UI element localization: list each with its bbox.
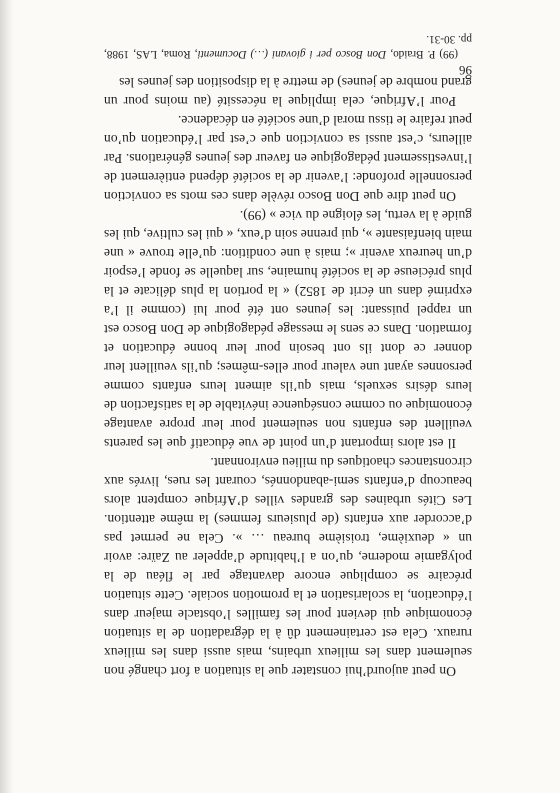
paragraph-3: On peut dire que Don Bosco révèle dans ces mots sa conviction personnelle profonde: l’avenir de la société dépend entièrement de l’investissement pédagogique en faveur des jeunes générations. Par ailleurs, c’est aussi sa conviction que c’est par l’éducation qu’on peut refaire le tissu moral d’une société en décadence.	[104, 113, 472, 204]
paragraph-4: Pour l’Afrique, cela implique la nécessité (au moins pour un grand nombre de jeunes) de mettre à la disposition des jeunes les	[104, 75, 472, 109]
page-number: 96	[459, 63, 472, 78]
text-block	[104, 31, 472, 681]
footnote-99	[104, 31, 472, 61]
footnote-title: Don Bosco per i giovani (…) Documenti	[197, 48, 387, 60]
footnote-suffix: , Roma, LAS, 1988, pp. 30-31.	[103, 33, 472, 60]
paragraph-2: Il est alors important d’un point de vue éducatif que les parents veuillent des enfants non seulement pour leur propre avantage économique ou comme conséquence inévitable de la satisfaction de leurs désirs sexuels, mais qu’ils aiment leurs enfants comme personnes ayant une valeur pour elles-mêmes; qu’ils veuillent leur donner ce dont ils ont besoin pour leur bonne éducation et formation. Dans ce sens le message pédagogique de Don Bosco est un rappel puissant: les jeunes ont été pour lui (comme il l’a exprimé dans un écrit de 1852) « la portion la plus délicate et la plus précieuse de la société humaine, sur laquelle se fonde l’espoir d’un heureux avenir »; mais à une condition: qu’elle trouve « une main bienfaisante », qui prenne soin d’eux, « qui les cultive, qui les guide à la vertu, les éloigne du vice » (99).	[104, 208, 472, 451]
footnote-prefix: (99) P. Braido,	[386, 48, 458, 60]
paragraph-1: On peut aujourd’hui constater que la situation a fort changé non seulement dans les milieux urbains, mais aussi dans les milieux ruraux. Cela est certainement dû à la dégradation de la situation économique qui devient pour les familles l’obstacle majeur dans l’éducation, la scolarisation et la promotion sociale. Cette situation précaire se complique encore davantage par le fléau de la polygamie moderne, qu’on a l’habitude d’appeler au Zaïre: avoir un « deuxième, troisième bureau … ». Cela ne permet pas d’accorder aux enfants (de plusieurs femmes) la même attention. Les Cités urbaines des grandes villes d’Afrique comptent alors beaucoup d’enfants semi-abandonnés, courant les rues, livrés aux circonstances chaotiques du milieu environnant.	[104, 455, 472, 679]
